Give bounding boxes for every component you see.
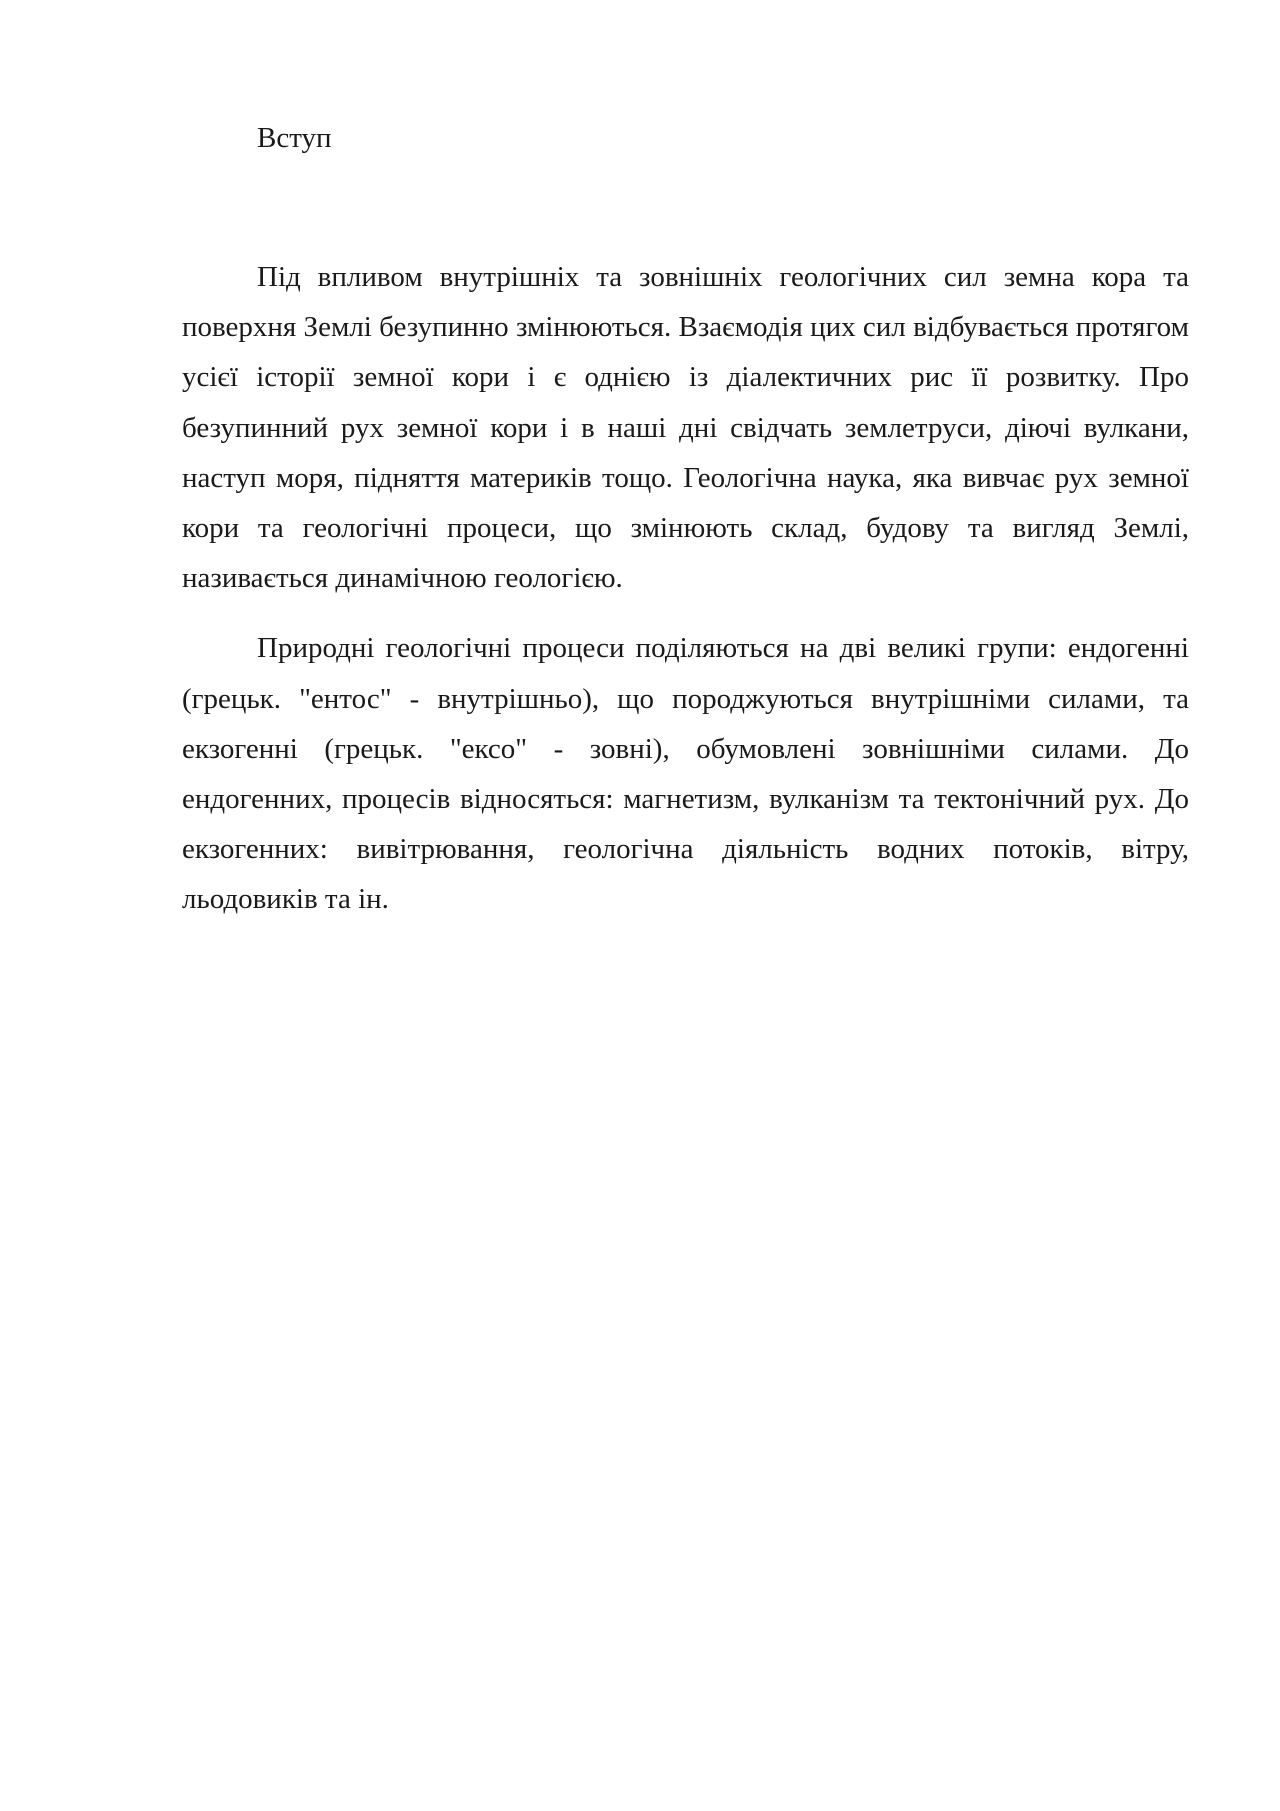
section-heading: Вступ [257,122,332,154]
paragraph-2: Природні геологічні процеси поділяються на дві великі групи: ендогенні (грецьк. "ентос" - внутрішньо), що породжуються внутрішніми силами, та екзогенні (грецьк. "ексо" - зовні), обумовлені зовнішніми силами. До ендогенних, процесів відносяться: магнетизм, вулканізм та тектонічний рух. До екзогенних: вивітрювання, геологічна діяльність водних потоків, вітру, льодовиків та ін. [182,632,1189,916]
paragraph-1: Під впливом внутрішніх та зовнішніх геологічних сил земна кора та поверхня Землі безупинно змінюються. Взаємодія цих сил відбувається протягом усієї історії земної кори і є однією із діалектичних рис її розвитку. Про безупинний рух земної кори і в наші дні свідчать землетруси, діючі вулкани, наступ моря, підняття материків тощо. Геологічна наука, яка вивчає рух земної кори та геологічні процеси, що змінюють склад, будову та вигляд Землі, називається динамічною геологією. [182,261,1189,595]
document-body [182,252,1189,925]
